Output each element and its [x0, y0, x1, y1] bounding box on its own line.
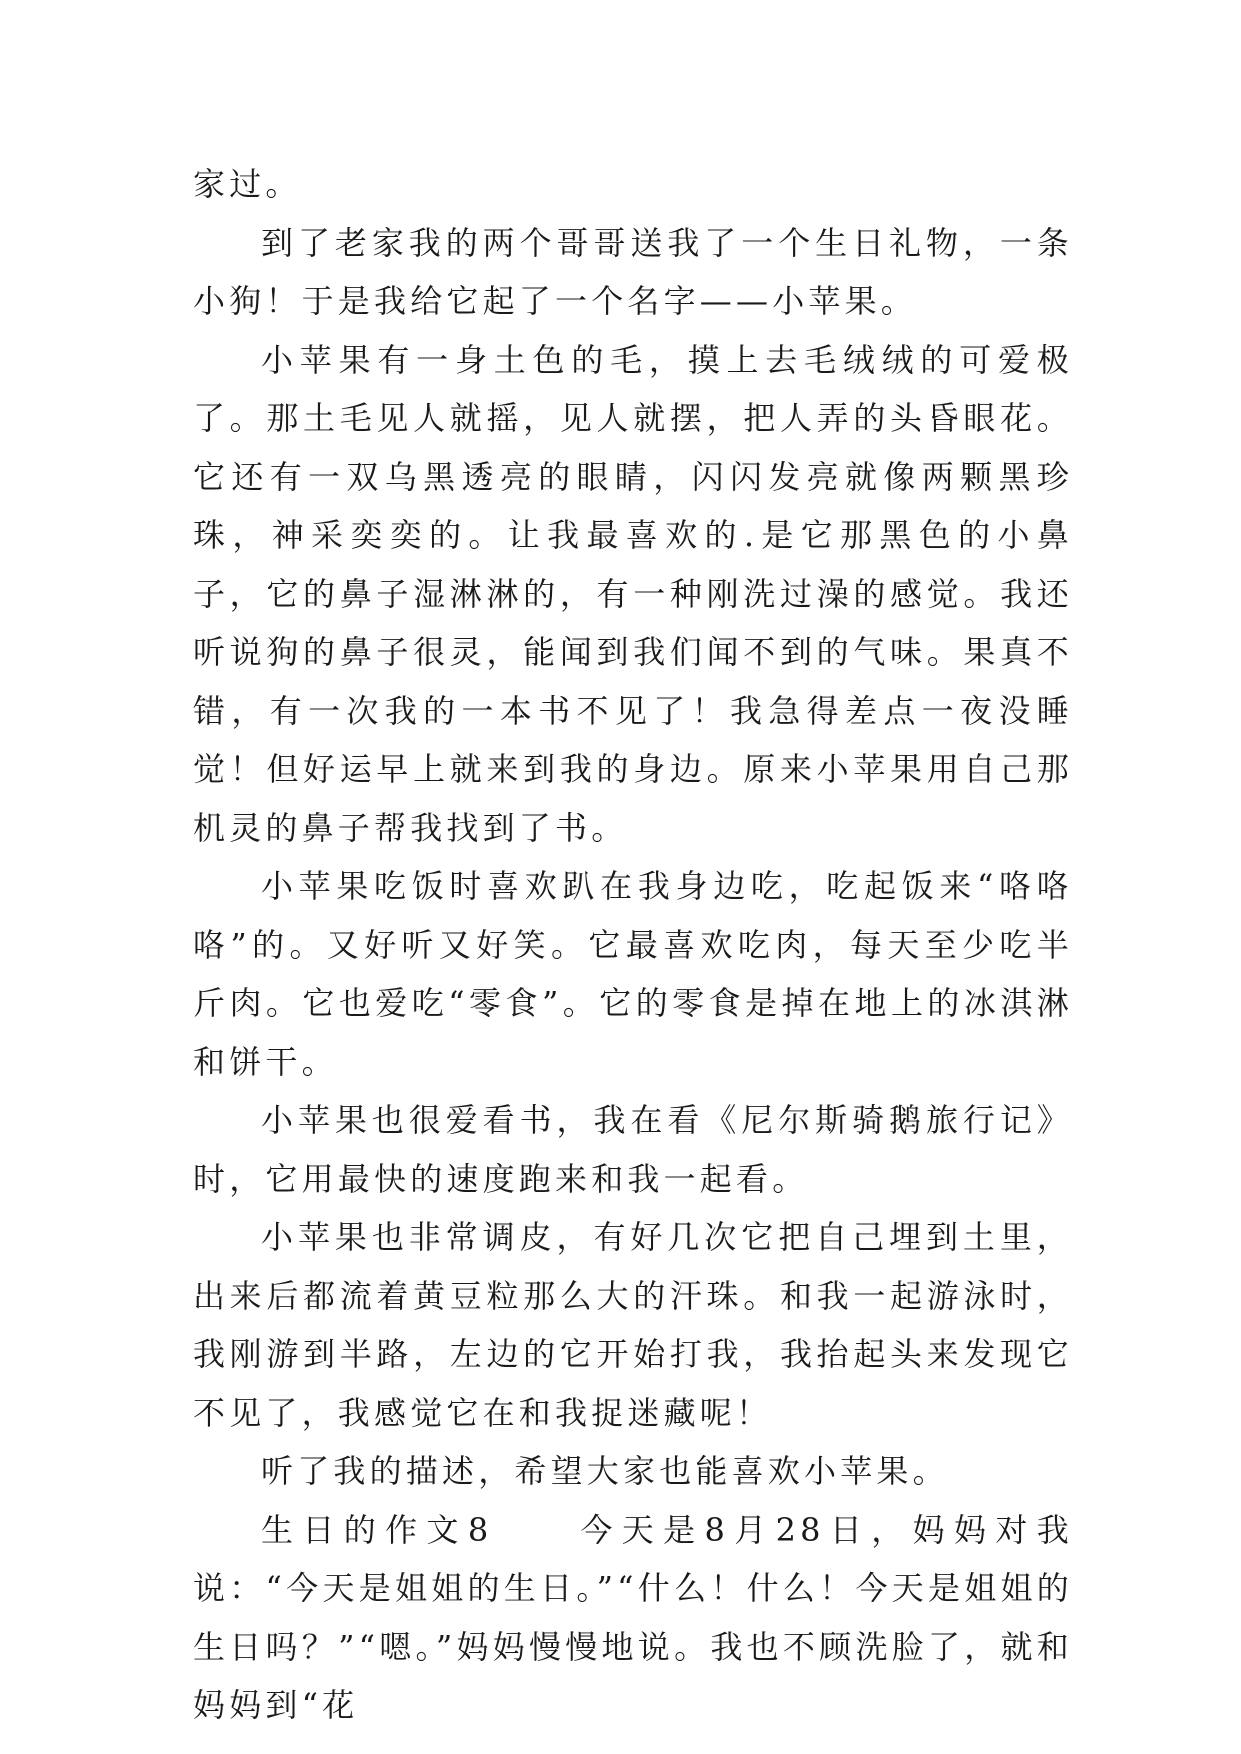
paragraph-7: 听了我的描述，希望大家也能喜欢小苹果。 [261, 1452, 949, 1490]
paragraph-2: 到了老家我的两个哥哥送我了一个生日礼物，一条小狗！于是我给它起了一个名字——小苹果。 [193, 223, 1073, 320]
document-body [193, 155, 1073, 1735]
paragraph-6: 小苹果也非常调皮，有好几次它把自己埋到土里，出来后都流着黄豆粒那么大的汗珠。和我一起游泳时，我刚游到半路，左边的它开始打我，我抬起头来发现它不见了，我感觉它在和我捉迷藏呢！ [193, 1218, 1073, 1432]
paragraph-4: 小苹果吃饭时喜欢趴在我身边吃，吃起饭来“咯咯咯”的。又好听又好笑。它最喜欢吃肉，每天至少吃半斤肉。它也爱吃“零食”。它的零食是掉在地上的冰淇淋和饼干。 [193, 867, 1073, 1081]
paragraph-3: 小苹果有一身土色的毛，摸上去毛绒绒的可爱极了。那土毛见人就摇，见人就摆，把人弄的头昏眼花。它还有一双乌黑透亮的眼睛，闪闪发亮就像两颗黑珍珠，神采奕奕的。让我最喜欢的.是它那黑色的小鼻子，它的鼻子湿淋淋的，有一种刚洗过澡的感觉。我还听说狗的鼻子很灵，能闻到我们闻不到的气味。果真不错，有一次我的一本书不见了！我急得差点一夜没睡觉！但好运早上就来到我的身边。原来小苹果用自己那机灵的鼻子帮我找到了书。 [193, 340, 1073, 847]
paragraph-5: 小苹果也很爱看书，我在看《尼尔斯骑鹅旅行记》时，它用最快的速度跑来和我一起看。 [193, 1101, 1073, 1198]
paragraph-1: 家过。 [193, 165, 302, 203]
paragraph-8: 生日的作文8 今天是8月28日，妈妈对我说：“今天是姐姐的生日。”“什么！什么！今天是姐姐的生日吗？”“嗯。”妈妈慢慢地说。我也不顾洗脸了，就和妈妈到“花 [193, 1510, 1073, 1724]
